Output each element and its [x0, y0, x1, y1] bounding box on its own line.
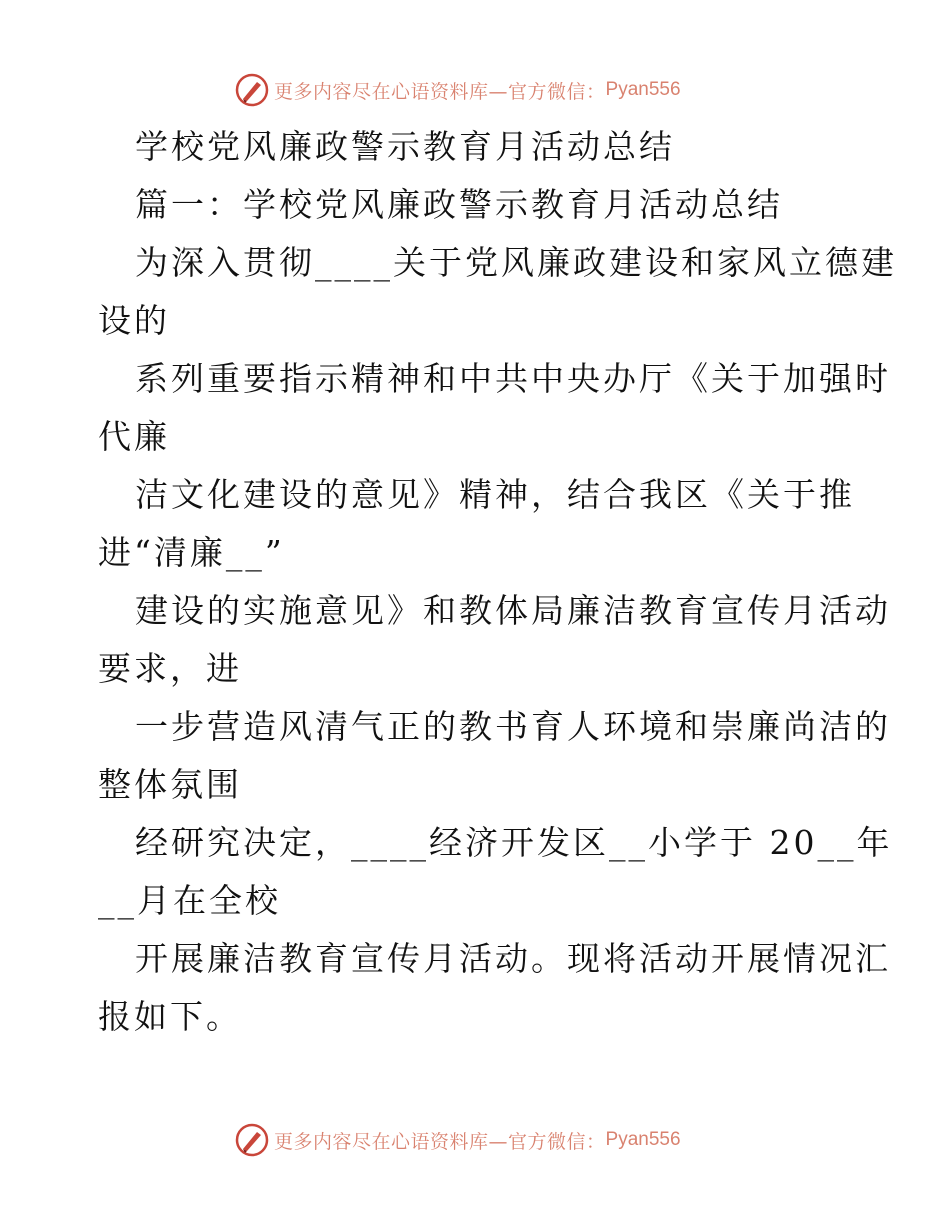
watermark-header: [234, 70, 681, 110]
paragraph-line: 系列重要指示精神和中共中央办厅《关于加强时: [135, 359, 891, 398]
paragraph-line: 代廉: [98, 417, 170, 456]
paragraph-line: 要求，进: [98, 649, 242, 688]
paragraph-line: 报如下。: [98, 997, 242, 1036]
watermark-footer: [234, 1120, 681, 1160]
paragraph-line: 设的: [98, 301, 170, 340]
section-heading: 篇一：学校党风廉政警示教育月活动总结: [135, 185, 783, 224]
watermark-wechat-id: Pyan556: [605, 79, 681, 100]
paragraph-line: 一步营造风清气正的教书育人环境和崇廉尚洁的: [135, 707, 891, 746]
paragraph-line: 建设的实施意见》和教体局廉洁教育宣传月活动: [135, 591, 891, 630]
paragraph-line: 进“清廉__”: [98, 533, 285, 572]
watermark-text: 更多内容尽在心语资料库—官方微信：: [274, 1130, 606, 1153]
paragraph-line: 洁文化建设的意见》精神，结合我区《关于推: [135, 475, 855, 514]
pen-circle-logo-icon: [234, 1122, 270, 1158]
paragraph-line: 整体氛围: [98, 765, 242, 804]
paragraph-line: 开展廉洁教育宣传月活动。现将活动开展情况汇: [135, 939, 891, 978]
pen-circle-logo-icon: [234, 72, 270, 108]
watermark-text: 更多内容尽在心语资料库—官方微信：: [274, 80, 606, 103]
paragraph-line: __月在全校: [98, 881, 281, 920]
document-title: 学校党风廉政警示教育月活动总结: [135, 127, 675, 166]
watermark-wechat-id: Pyan556: [605, 1129, 681, 1150]
paragraph-line: 为深入贯彻____关于党风廉政建设和家风立德建: [135, 243, 897, 282]
paragraph-line: 经研究决定，____经济开发区__小学于 20__年: [135, 823, 893, 862]
